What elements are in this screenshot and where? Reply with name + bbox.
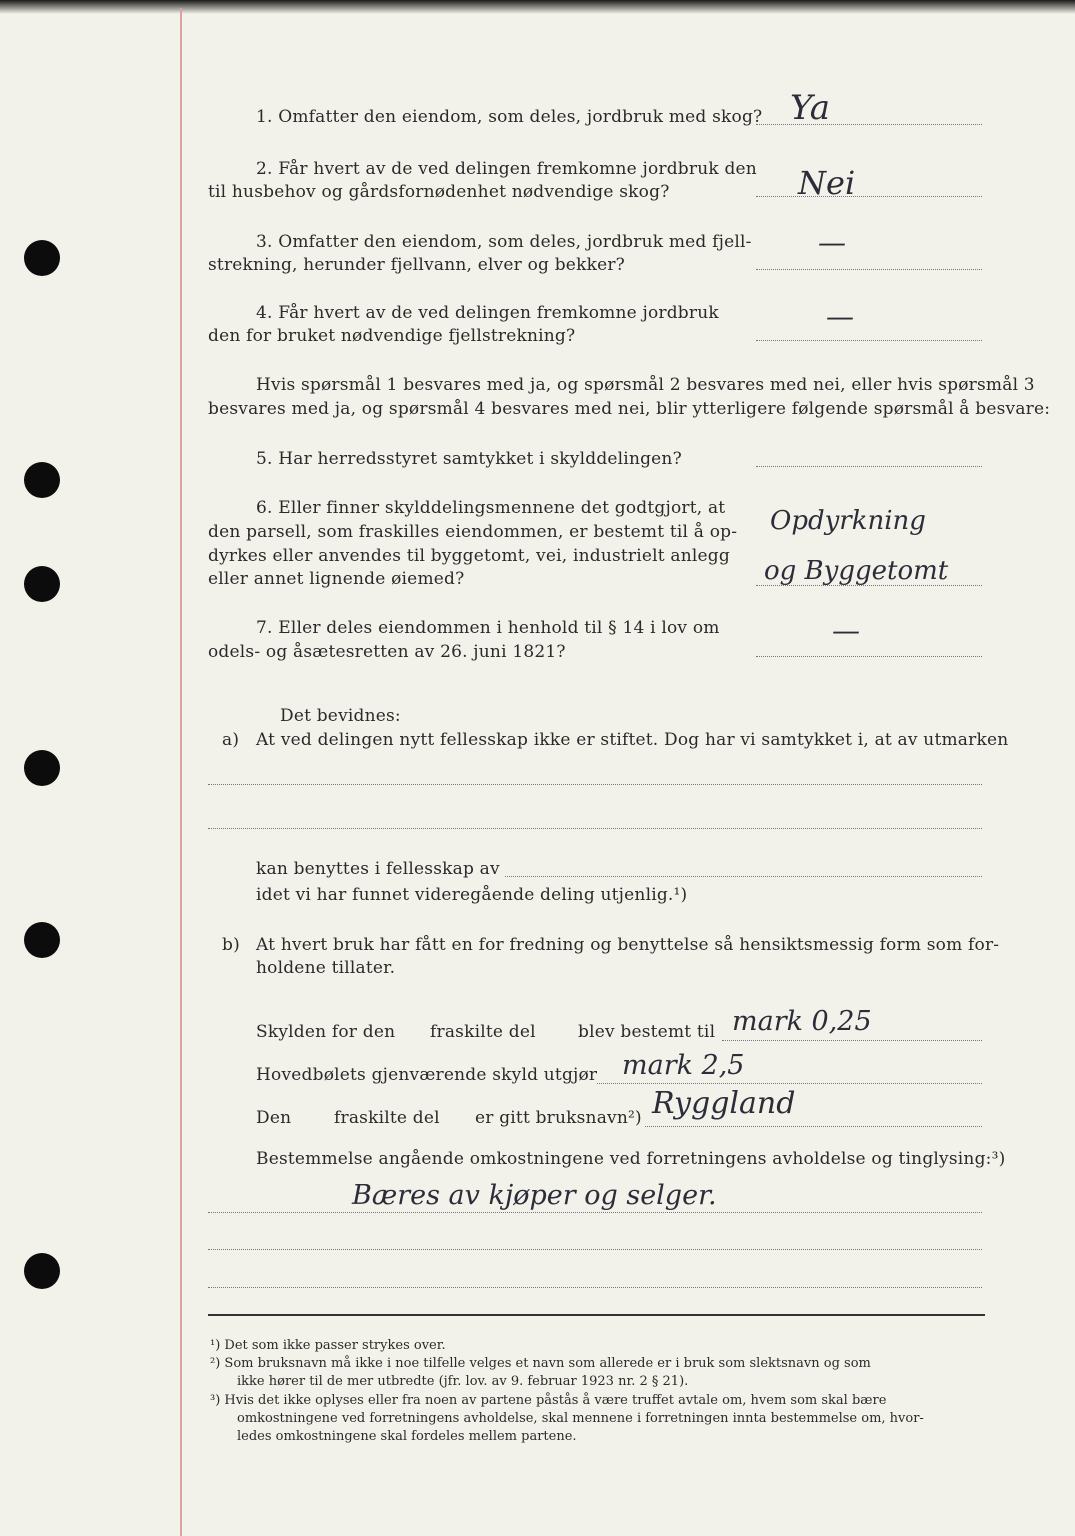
skyld-text-1: Skylden for den (256, 1022, 396, 1042)
certify-a-label: a) (222, 730, 240, 750)
answer-line-7 (756, 656, 982, 657)
answer-line-3 (756, 269, 982, 270)
common-use-line (505, 876, 982, 877)
main-skyld-value: mark 2,5 (622, 1050, 745, 1081)
blank-line (208, 1287, 982, 1288)
skyld-text-2: fraskilte del (430, 1022, 536, 1042)
footnote-2-line-2: ikke hører til de mer utbredte (jfr. lov. av 9. februar 1923 nr. 2 § 21). (237, 1374, 689, 1389)
blank-line (208, 784, 982, 785)
cost-line (208, 1212, 982, 1213)
answer-6-line-2: og Byggetomt (764, 556, 949, 586)
certify-a-text: At ved delingen nytt fellesskap ikke er stiftet. Dog har vi samtykket i, at av utmarken (256, 730, 1009, 750)
main-skyld-label: Hovedbølets gjenværende skyld utgjør (256, 1065, 598, 1085)
question-3-line-1: 3. Omfatter den eiendom, som deles, jordbruk med fjell- (256, 232, 752, 252)
skyld-line (722, 1040, 982, 1041)
question-7-line-2: odels- og åsætesretten av 26. juni 1821? (208, 642, 566, 662)
question-6-line-3: dyrkes eller anvendes til byggetomt, vei, industrielt anlegg (208, 546, 730, 566)
footnote-1: ¹) Det som ikke passer strykes over. (210, 1338, 446, 1353)
footnote-3-line-1: ³) Hvis det ikke oplyses eller fra noen av partene påstås å være truffet avtale om, hvem som skal bære (210, 1393, 887, 1408)
bruksnavn-text-2: fraskilte del (334, 1108, 440, 1128)
answer-line-2 (756, 196, 982, 197)
question-4-line-1: 4. Får hvert av de ved delingen fremkomne jordbruk (256, 303, 719, 323)
footnote-3-line-3: ledes omkostningene skal fordeles mellem partene. (237, 1429, 577, 1444)
punch-hole (24, 922, 60, 958)
answer-line-4 (756, 340, 982, 341)
main-skyld-line (597, 1083, 982, 1084)
question-6-line-1: 6. Eller finner skylddelingsmennene det godtgjort, at (256, 498, 726, 518)
punch-hole (24, 1253, 60, 1289)
bruksnavn-text-1: Den (256, 1108, 292, 1128)
punch-hole (24, 750, 60, 786)
certify-b-line-1: At hvert bruk har fått en for fredning og benyttelse så hensiktsmessig form som for- (256, 935, 1000, 955)
question-4-line-2: den for bruket nødvendige fjellstrekning? (208, 326, 576, 346)
answer-7: — (832, 614, 860, 647)
question-1: 1. Omfatter den eiendom, som deles, jordbruk med skog? (256, 107, 763, 127)
answer-line-5 (756, 466, 982, 467)
bruksnavn-line (645, 1126, 982, 1127)
scan-edge (0, 0, 1075, 14)
cost-value: Bæres av kjøper og selger. (352, 1180, 717, 1211)
answer-3: — (818, 226, 846, 259)
blank-line (208, 828, 982, 829)
answer-4: — (826, 300, 854, 333)
question-2-line-2: til husbehov og gårdsfornødenhet nødvendige skog? (208, 182, 670, 202)
answer-2: Nei (798, 164, 856, 202)
condition-line-1: Hvis spørsmål 1 besvares med ja, og spørsmål 2 besvares med nei, eller hvis spørsmål 3 (256, 375, 1035, 395)
further-division-text: idet vi har funnet videregående deling utjenlig.¹) (256, 885, 688, 905)
question-6-line-2: den parsell, som fraskilles eiendommen, er bestemt til å op- (208, 522, 738, 542)
question-2-line-1: 2. Får hvert av de ved delingen fremkomne jordbruk den (256, 159, 757, 179)
punch-hole (24, 462, 60, 498)
condition-line-2: besvares med ja, og spørsmål 4 besvares med nei, blir ytterligere følgende spørsmål å besvare: (208, 399, 1051, 419)
common-use-text: kan benyttes i fellesskap av (256, 859, 500, 879)
certify-heading: Det bevidnes: (280, 706, 401, 726)
answer-6-line-1: Opdyrkning (770, 506, 926, 536)
blank-line (208, 1249, 982, 1250)
question-6-line-4: eller annet lignende øiemed? (208, 569, 465, 589)
certify-b-label: b) (222, 935, 240, 955)
skyld-text-3: blev bestemt til (578, 1022, 716, 1042)
margin-line (180, 8, 182, 1536)
bruksnavn-value: Ryggland (652, 1086, 796, 1121)
cost-label: Bestemmelse angående omkostningene ved forretningens avholdelse og tinglysing:³) (256, 1149, 1006, 1169)
question-7-line-1: 7. Eller deles eiendommen i henhold til § 14 i lov om (256, 618, 720, 638)
punch-hole (24, 566, 60, 602)
question-3-line-2: strekning, herunder fjellvann, elver og bekker? (208, 255, 625, 275)
footnote-3-line-2: omkostningene ved forretningens avholdelse, skal mennene i forretningen innta bestemmelse om, hvor- (237, 1411, 924, 1426)
certify-b-line-2: holdene tillater. (256, 958, 396, 978)
punch-hole (24, 240, 60, 276)
answer-line-6 (756, 585, 982, 586)
footnote-2-line-1: ²) Som bruksnavn må ikke i noe tilfelle velges et navn som allerede er i bruk som slektsnavn og som (210, 1356, 871, 1371)
question-5: 5. Har herredsstyret samtykket i skylddelingen? (256, 449, 682, 469)
answer-1: Ya (790, 88, 831, 128)
footnote-rule (208, 1314, 985, 1316)
bruksnavn-text-3: er gitt bruksnavn²) (475, 1108, 642, 1128)
skyld-value: mark 0,25 (732, 1006, 872, 1037)
